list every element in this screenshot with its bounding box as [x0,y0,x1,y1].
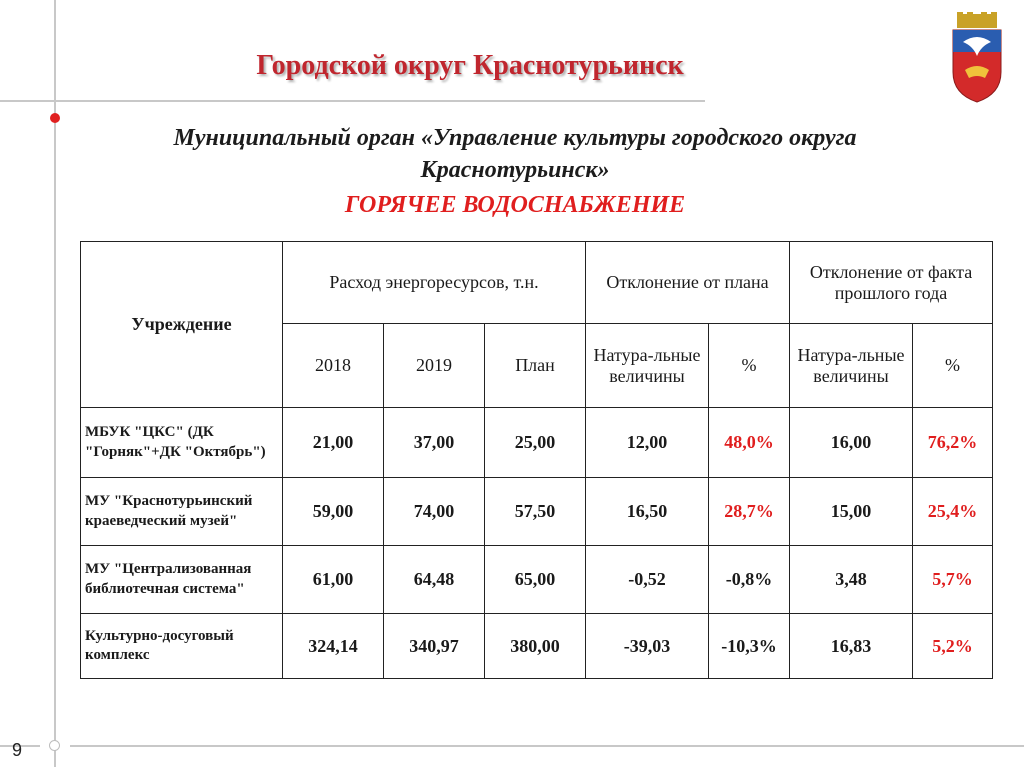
header-deviation-plan: Отклонение от плана [586,242,790,324]
cell-dev-year-natural: 16,83 [790,614,913,679]
header-institution: Учреждение [81,242,283,408]
cell-2018: 61,00 [283,546,384,614]
header-natural-values-1: Натура-льные величины [586,324,709,408]
row-name: МБУК "ЦКС" (ДК "Горняк"+ДК "Октябрь") [81,408,283,478]
cell-dev-plan-percent: 28,7% [709,478,790,546]
header-deviation-last-year: Отклонение от факта прошлого года [790,242,993,324]
page-title: Городской округ Краснотурьинск [256,50,684,81]
cell-dev-plan-natural: 16,50 [586,478,709,546]
top-horizontal-line [0,100,705,102]
table-row [81,408,993,478]
white-dot-marker [49,740,60,751]
cell-dev-plan-percent: 48,0% [709,408,790,478]
table-row [81,478,993,546]
cell-2019: 74,00 [384,478,485,546]
cell-plan: 57,50 [485,478,586,546]
cell-plan: 380,00 [485,614,586,679]
cell-2018: 324,14 [283,614,384,679]
cell-dev-year-percent: 25,4% [913,478,993,546]
subtitle [80,122,950,187]
subtitle-line-1: Муниципальный орган «Управление культуры городского округа [173,125,857,151]
energy-table [80,241,993,679]
header-percent-1: % [709,324,790,408]
header-consumption: Расход энергоресурсов, т.н. [283,242,586,324]
header-natural-values-2: Натура-льные величины [790,324,913,408]
cell-plan: 65,00 [485,546,586,614]
subtitle-line-2: Краснотурьинск» [420,157,610,184]
table-row [81,614,993,679]
page-number: 9 [12,740,23,760]
cell-dev-plan-percent: -10,3% [709,614,790,679]
cell-2018: 21,00 [283,408,384,478]
section-title: ГОРЯЧЕЕ ВОДОСНАБЖЕНИЕ [344,192,686,218]
cell-dev-plan-percent: -0,8% [709,546,790,614]
cell-dev-plan-natural: -39,03 [586,614,709,679]
row-name: МУ "Краснотурьинский краеведческий музей" [81,478,283,546]
cell-2018: 59,00 [283,478,384,546]
cell-dev-year-natural: 3,48 [790,546,913,614]
cell-2019: 340,97 [384,614,485,679]
red-dot-marker [50,113,60,123]
header-2018: 2018 [283,324,384,408]
row-name: МУ "Централизованная библиотечная система" [81,546,283,614]
cell-2019: 37,00 [384,408,485,478]
cell-2019: 64,48 [384,546,485,614]
cell-dev-plan-natural: 12,00 [586,408,709,478]
table-row [81,546,993,614]
header-plan: План [485,324,586,408]
header-2019: 2019 [384,324,485,408]
cell-plan: 25,00 [485,408,586,478]
cell-dev-plan-natural: -0,52 [586,546,709,614]
cell-dev-year-percent: 5,7% [913,546,993,614]
cell-dev-year-percent: 76,2% [913,408,993,478]
bottom-right-line [70,745,1024,747]
cell-dev-year-natural: 16,00 [790,408,913,478]
coat-of-arms-icon [945,12,1009,104]
cell-dev-year-percent: 5,2% [913,614,993,679]
cell-dev-year-natural: 15,00 [790,478,913,546]
row-name: Культурно-досуговый комплекс [81,614,283,679]
header-percent-2: % [913,324,993,408]
